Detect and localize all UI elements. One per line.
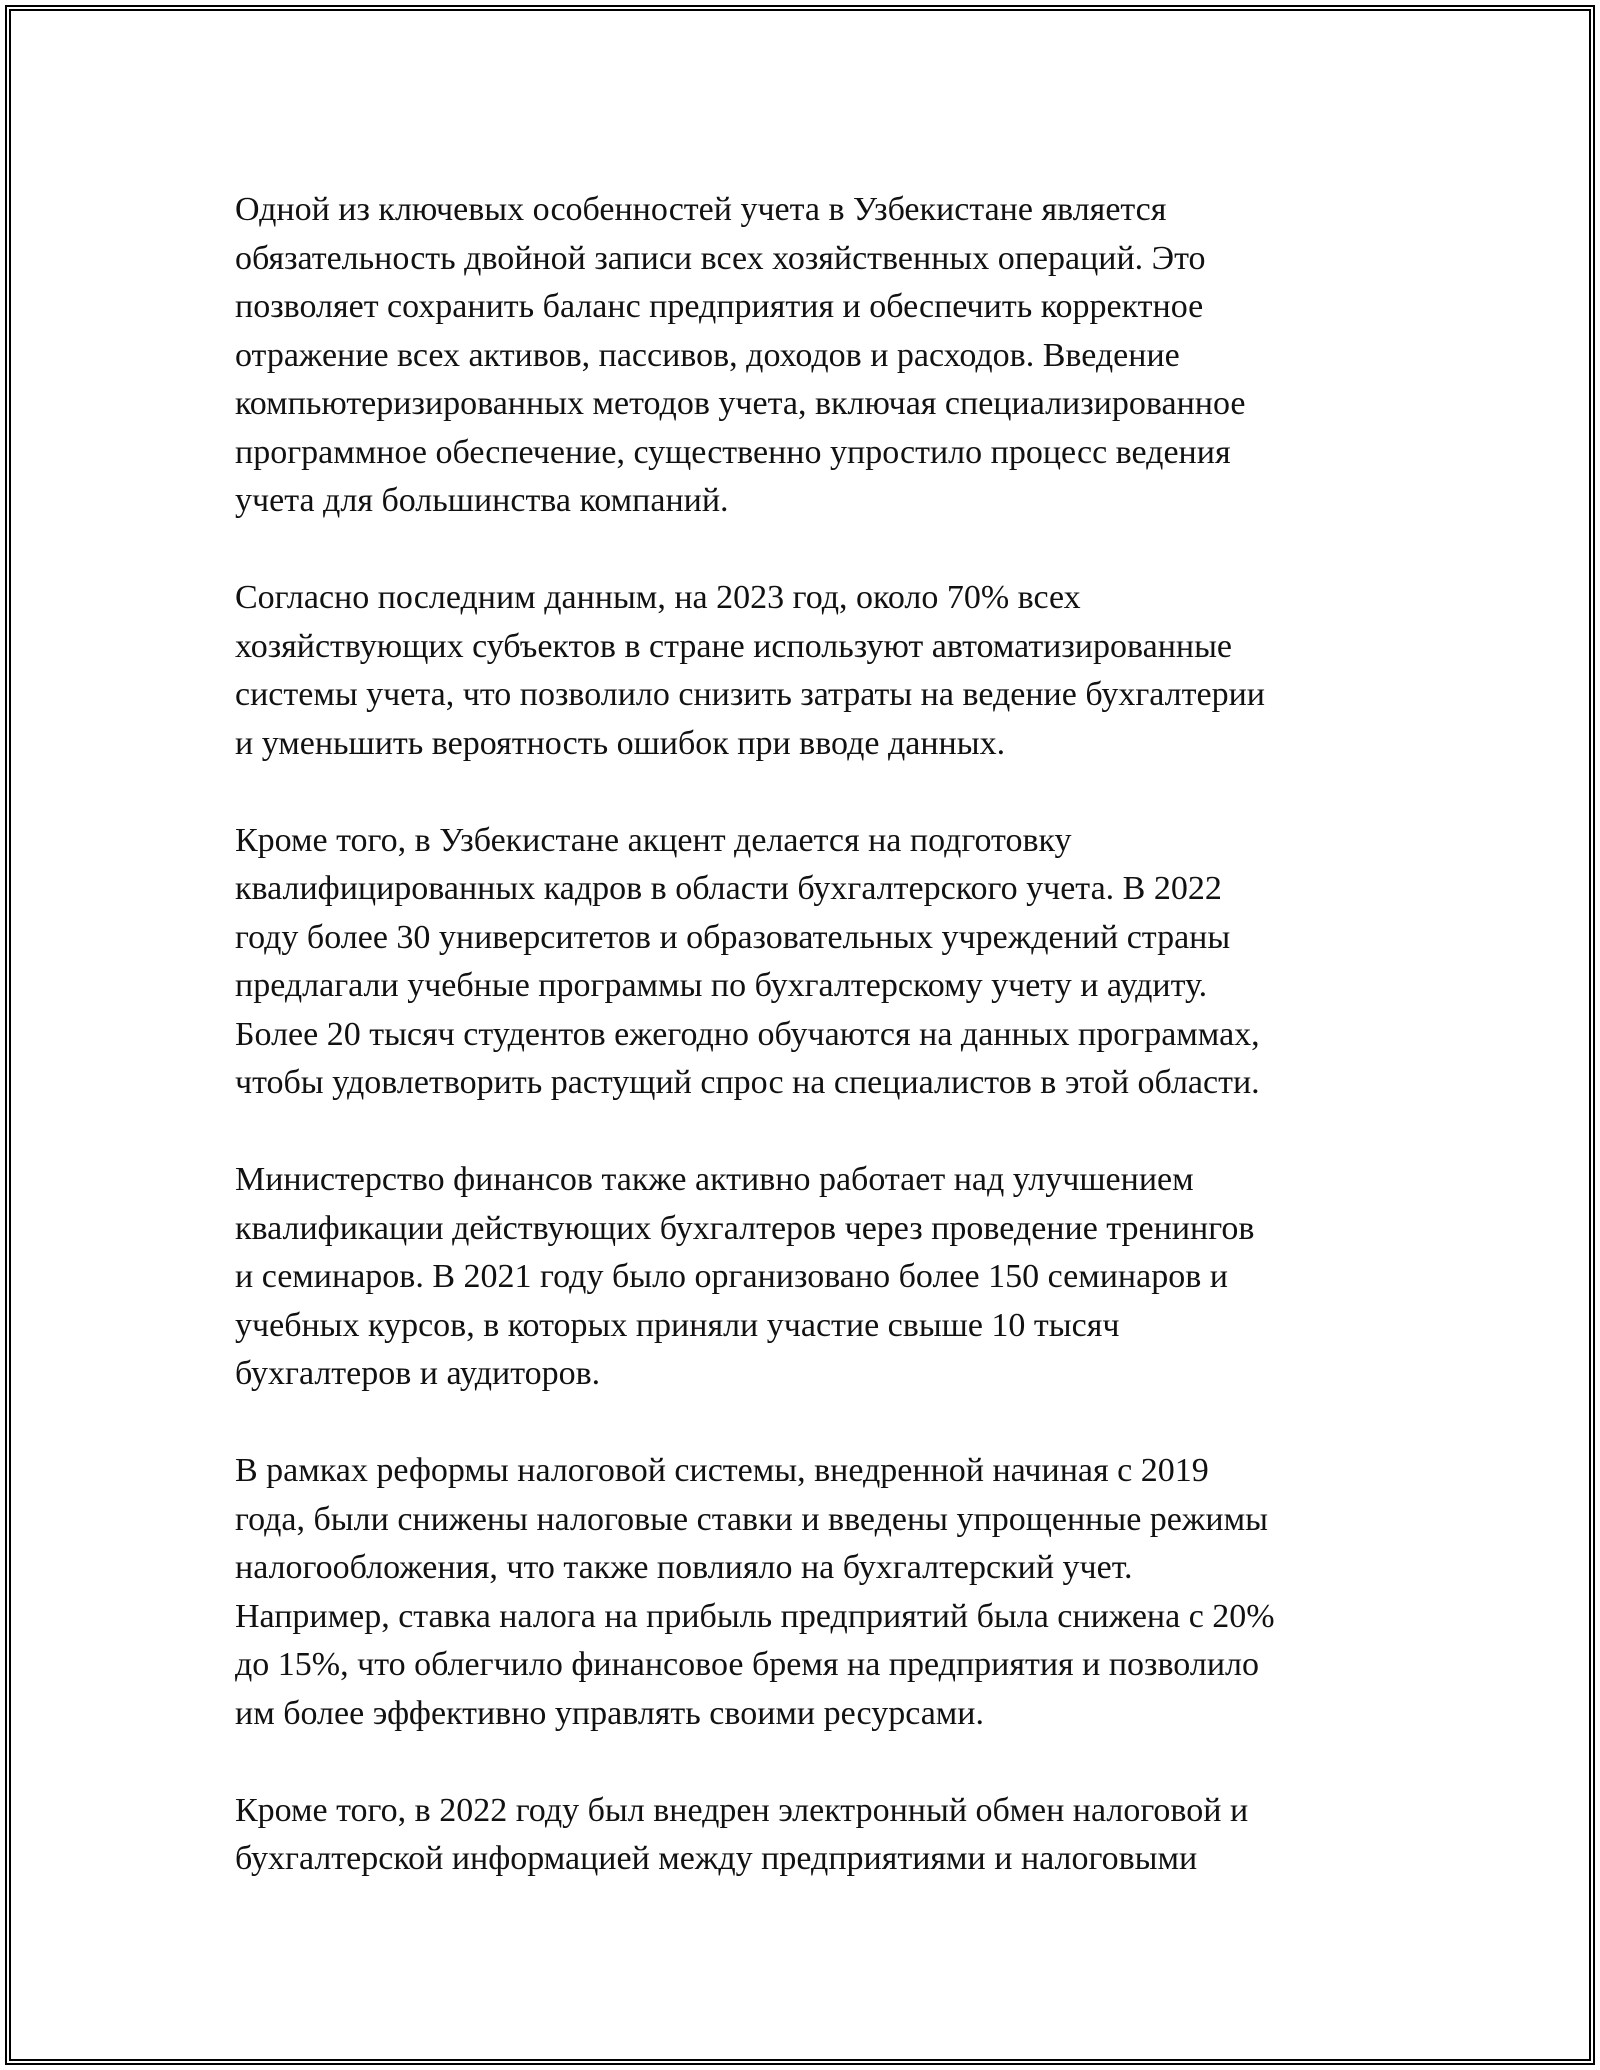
paragraph-ministry-seminars: Министерство финансов также активно работает над улучшением квалификации действующих бухгалтеров через проведение тренингов и семинаров. В 2021 году было организовано более 150 семинаров и учебных курсов, в которых приняли участие свыше 10 тысяч бухгалтеров и аудиторов. bbox=[235, 1161, 1255, 1392]
document-body bbox=[235, 186, 1375, 1932]
paragraph-electronic-exchange: Кроме того, в 2022 году был внедрен электронный обмен налоговой и бухгалтерской информацией между предприятиями и налоговыми bbox=[235, 1791, 1249, 1877]
paragraph-double-entry: Одной из ключевых особенностей учета в Узбекистане является обязательность двойной записи всех хозяйственных операций. Это позволяет сохранить баланс предприятия и обеспечить корректное отражение всех активов, пассивов, доходов и расходов. Введение компьютеризированных методов учета, включая специализированное программное обеспечение, существенно упростило процесс ведения учета для большинства компаний. bbox=[235, 191, 1246, 519]
paragraph-automation-stats: Согласно последним данным, на 2023 год, около 70% всех хозяйствующих субъектов в стране используют автоматизированные системы учета, что позволило снизить затраты на ведение бухгалтерии и уменьшить вероятность ошибок при вводе данных. bbox=[235, 579, 1265, 762]
paragraph-staff-training: Кроме того, в Узбекистане акцент делается на подготовку квалифицированных кадров в области бухгалтерского учета. В 2022 году более 30 университетов и образовательных учреждений страны предлагали учебные программы по бухгалтерскому учету и аудиту. Более 20 тысяч студентов ежегодно обучаются на данных программах, чтобы удовлетворить растущий спрос на специалистов в этой области. bbox=[235, 821, 1260, 1101]
paragraph-tax-reform: В рамках реформы налоговой системы, внедренной начиная с 2019 года, были снижены налоговые ставки и введены упрощенные режимы налогообложения, что также повлияло на бухгалтерский учет. Например, ставка налога на прибыль предприятий была снижена с 20% до 15%, что облегчило финансовое бремя на предприятия и позволило им более эффективно управлять своими ресурсами. bbox=[235, 1452, 1275, 1732]
